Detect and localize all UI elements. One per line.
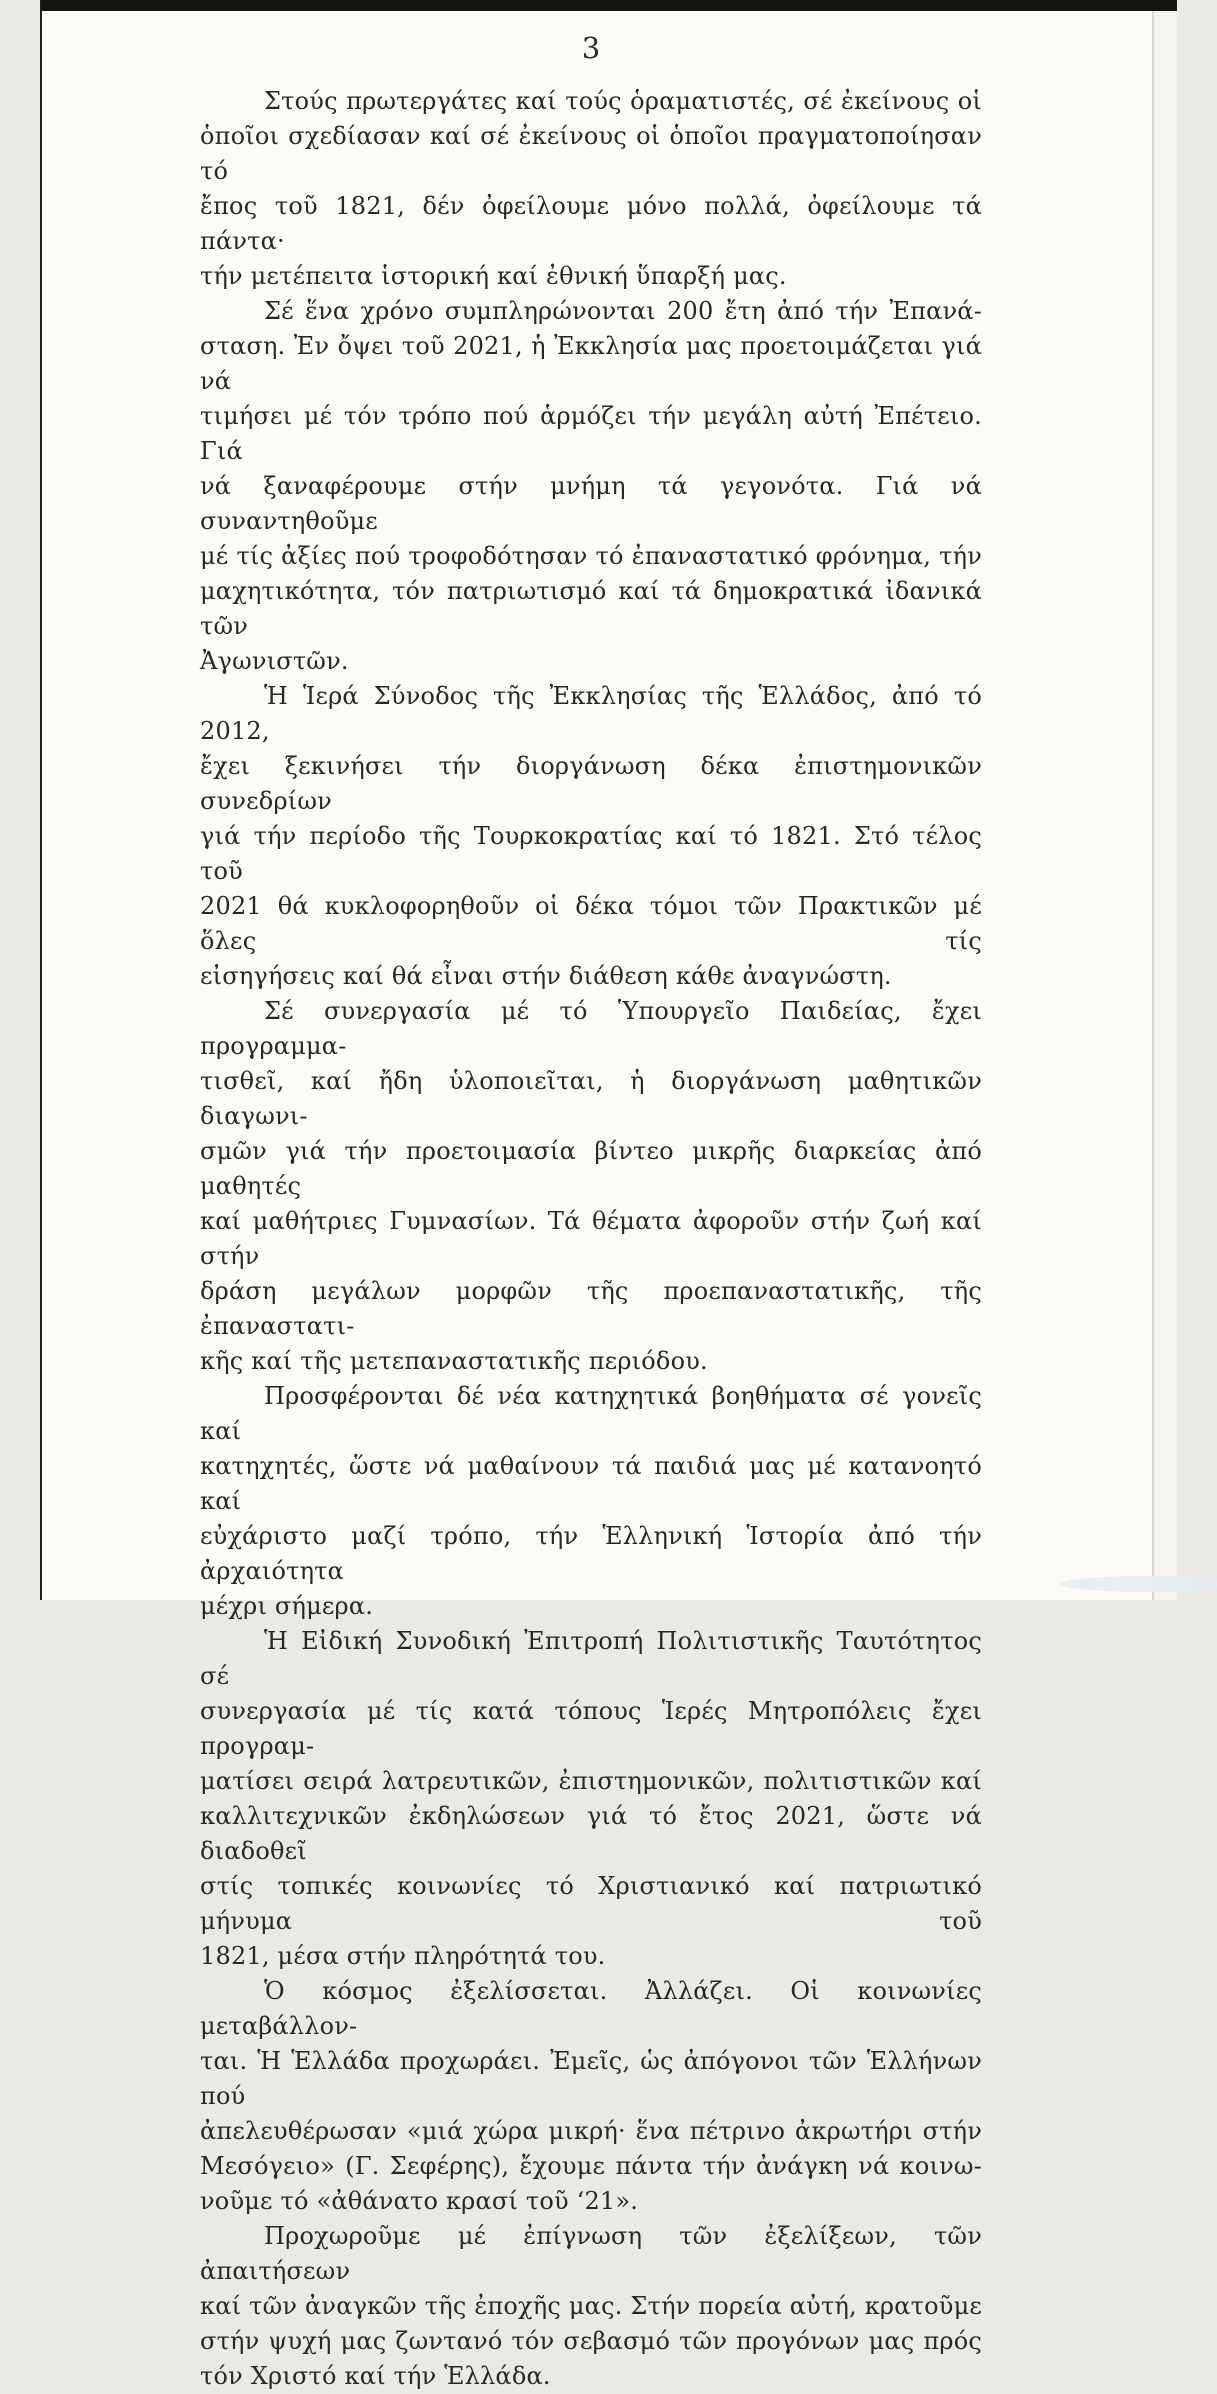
text-line: καί τῶν ἀναγκῶν τῆς ἐποχῆς μας. Στήν πορεία αὐτή, κρατοῦμε [200, 2292, 982, 2320]
page-number: 3 [581, 31, 601, 65]
scan-left-edge-line [40, 0, 42, 1600]
paragraph [200, 994, 982, 1379]
text-line: τιμήσει μέ τόν τρόπο πού ἁρμόζει τήν μεγάλη αὐτή Ἐπέτειο. Γιά [200, 402, 982, 465]
text-line: Ἀγωνιστῶν. [200, 647, 349, 675]
text-line: κατηχητές, ὥστε νά μαθαίνουν τά παιδιά μας μέ κατανοητό καί [200, 1452, 982, 1515]
text-line: καλλιτεχνικῶν ἐκδηλώσεων γιά τό ἔτος 2021, ὥστε νά διαδοθεῖ [200, 1802, 982, 1865]
text-line: Προσφέρονται δέ νέα κατηχητικά βοηθήματα σέ γονεῖς καί [200, 1382, 982, 1445]
text-line: Σέ ἕνα χρόνο συμπληρώνονται 200 ἔτη ἀπό τήν Ἐπανά- [264, 297, 982, 325]
text-line: δράση μεγάλων μορφῶν τῆς προεπαναστατικῆς, τῆς ἐπαναστατι- [200, 1277, 982, 1340]
scan-smudge-artifact [1060, 1576, 1217, 1592]
paragraph [200, 679, 982, 994]
text-line: ματίσει σειρά λατρευτικῶν, ἐπιστημονικῶν, πολιτιστικῶν καί [200, 1767, 982, 1795]
text-line: μέχρι σήμερα. [200, 1592, 374, 1620]
text-line: ὁποῖοι σχεδίασαν καί σέ ἐκείνους οἱ ὁποῖοι πραγματοποίησαν τό [200, 122, 982, 185]
text-line: στήν ψυχή μας ζωντανό τόν σεβασμό τῶν προγόνων μας πρός [200, 2327, 982, 2355]
text-line: 1821, μέσα στήν πληρότητά του. [200, 1942, 606, 1970]
text-line: μέ τίς ἀξίες πού τροφοδότησαν τό ἐπαναστατικό φρόνημα, τήν [200, 542, 982, 570]
scan-right-margin [1154, 11, 1177, 1600]
text-line: στίς τοπικές κοινωνίες τό Χριστιανικό καί πατριωτικό μήνυμα τοῦ [200, 1872, 982, 1935]
text-line: νοῦμε τό «ἀθάνατο κρασί τοῦ ‘21». [200, 2187, 639, 2215]
text-line: τόν Χριστό καί τήν Ἑλλάδα. [200, 2362, 551, 2390]
text-line: καί μαθήτριες Γυμνασίων. Τά θέματα ἀφοροῦν στήν ζωή καί στήν [200, 1207, 982, 1270]
text-line: ται. Ἡ Ἑλλάδα προχωράει. Ἐμεῖς, ὡς ἀπόγονοι τῶν Ἑλλήνων πού [200, 2047, 982, 2110]
text-line: Ἡ Ἱερά Σύνοδος τῆς Ἐκκλησίας τῆς Ἑλλάδος, ἀπό τό 2012, [200, 682, 982, 745]
document-text [200, 84, 982, 2394]
text-line: τήν μετέπειτα ἱστορική καί ἐθνική ὕπαρξή μας. [200, 262, 787, 290]
text-line: γιά τήν περίοδο τῆς Τουρκοκρατίας καί τό 1821. Στό τέλος τοῦ [200, 822, 982, 885]
paragraph [200, 2219, 982, 2394]
page-edge-line [1152, 11, 1154, 1600]
text-line: Ἡ Εἰδική Συνοδική Ἐπιτροπή Πολιτιστικῆς Ταυτότητος σέ [200, 1627, 982, 1690]
scanned-document-page [40, 0, 1177, 2390]
paragraph [200, 1624, 982, 1974]
text-line: Ὁ κόσμος ἐξελίσσεται. Ἀλλάζει. Οἱ κοινωνίες μεταβάλλον- [200, 1977, 982, 2040]
text-line: τισθεῖ, καί ἤδη ὑλοποιεῖται, ἡ διοργάνωση μαθητικῶν διαγωνι- [200, 1067, 982, 1130]
text-line: κῆς καί τῆς μετεπαναστατικῆς περιόδου. [200, 1347, 708, 1375]
text-line: Μεσόγειο» (Γ. Σεφέρης), ἔχουμε πάντα τήν ἀνάγκη νά κοινω- [200, 2152, 982, 2180]
text-line: σμῶν γιά τήν προετοιμασία βίντεο μικρῆς διαρκείας ἀπό μαθητές [200, 1137, 982, 1200]
paragraph [200, 84, 982, 294]
text-line: μαχητικότητα, τόν πατριωτισμό καί τά δημοκρατικά ἰδανικά τῶν [200, 577, 982, 640]
paragraph [200, 1379, 982, 1624]
text-line: Σέ συνεργασία μέ τό Ὑπουργεῖο Παιδείας, ἔχει προγραμμα- [200, 997, 982, 1060]
text-line: σταση. Ἐν ὄψει τοῦ 2021, ἡ Ἐκκλησία μας προετοιμάζεται γιά νά [200, 332, 982, 395]
text-line: ἔπος τοῦ 1821, δέν ὀφείλουμε μόνο πολλά, ὀφείλουμε τά πάντα· [200, 192, 982, 255]
text-line: ἔχει ξεκινήσει τήν διοργάνωση δέκα ἐπιστημονικῶν συνεδρίων [200, 752, 982, 815]
text-line: νά ξαναφέρουμε στήν μνήμη τά γεγονότα. Γιά νά συναντηθοῦμε [200, 472, 982, 535]
text-line: ἀπελευθέρωσαν «μιά χώρα μικρή· ἕνα πέτρινο ἀκρωτήρι στήν [200, 2117, 982, 2145]
text-line: εὐχάριστο μαζί τρόπο, τήν Ἑλληνική Ἱστορία ἀπό τήν ἀρχαιότητα [200, 1522, 982, 1585]
text-line: Προχωροῦμε μέ ἐπίγνωση τῶν ἐξελίξεων, τῶν ἀπαιτήσεων [200, 2222, 982, 2285]
paragraph [200, 294, 982, 679]
scan-top-edge-bar [40, 0, 1177, 11]
text-line: εἰσηγήσεις καί θά εἶναι στήν διάθεση κάθε ἀναγνώστη. [200, 962, 892, 990]
paragraph [200, 1974, 982, 2219]
text-line: συνεργασία μέ τίς κατά τόπους Ἱερές Μητροπόλεις ἔχει προγραμ- [200, 1697, 982, 1760]
text-line: Στούς πρωτεργάτες καί τούς ὁραματιστές, σέ ἐκείνους οἱ [264, 87, 982, 115]
text-line: 2021 θά κυκλοφορηθοῦν οἱ δέκα τόμοι τῶν Πρακτικῶν μέ ὅλες τίς [200, 892, 982, 955]
